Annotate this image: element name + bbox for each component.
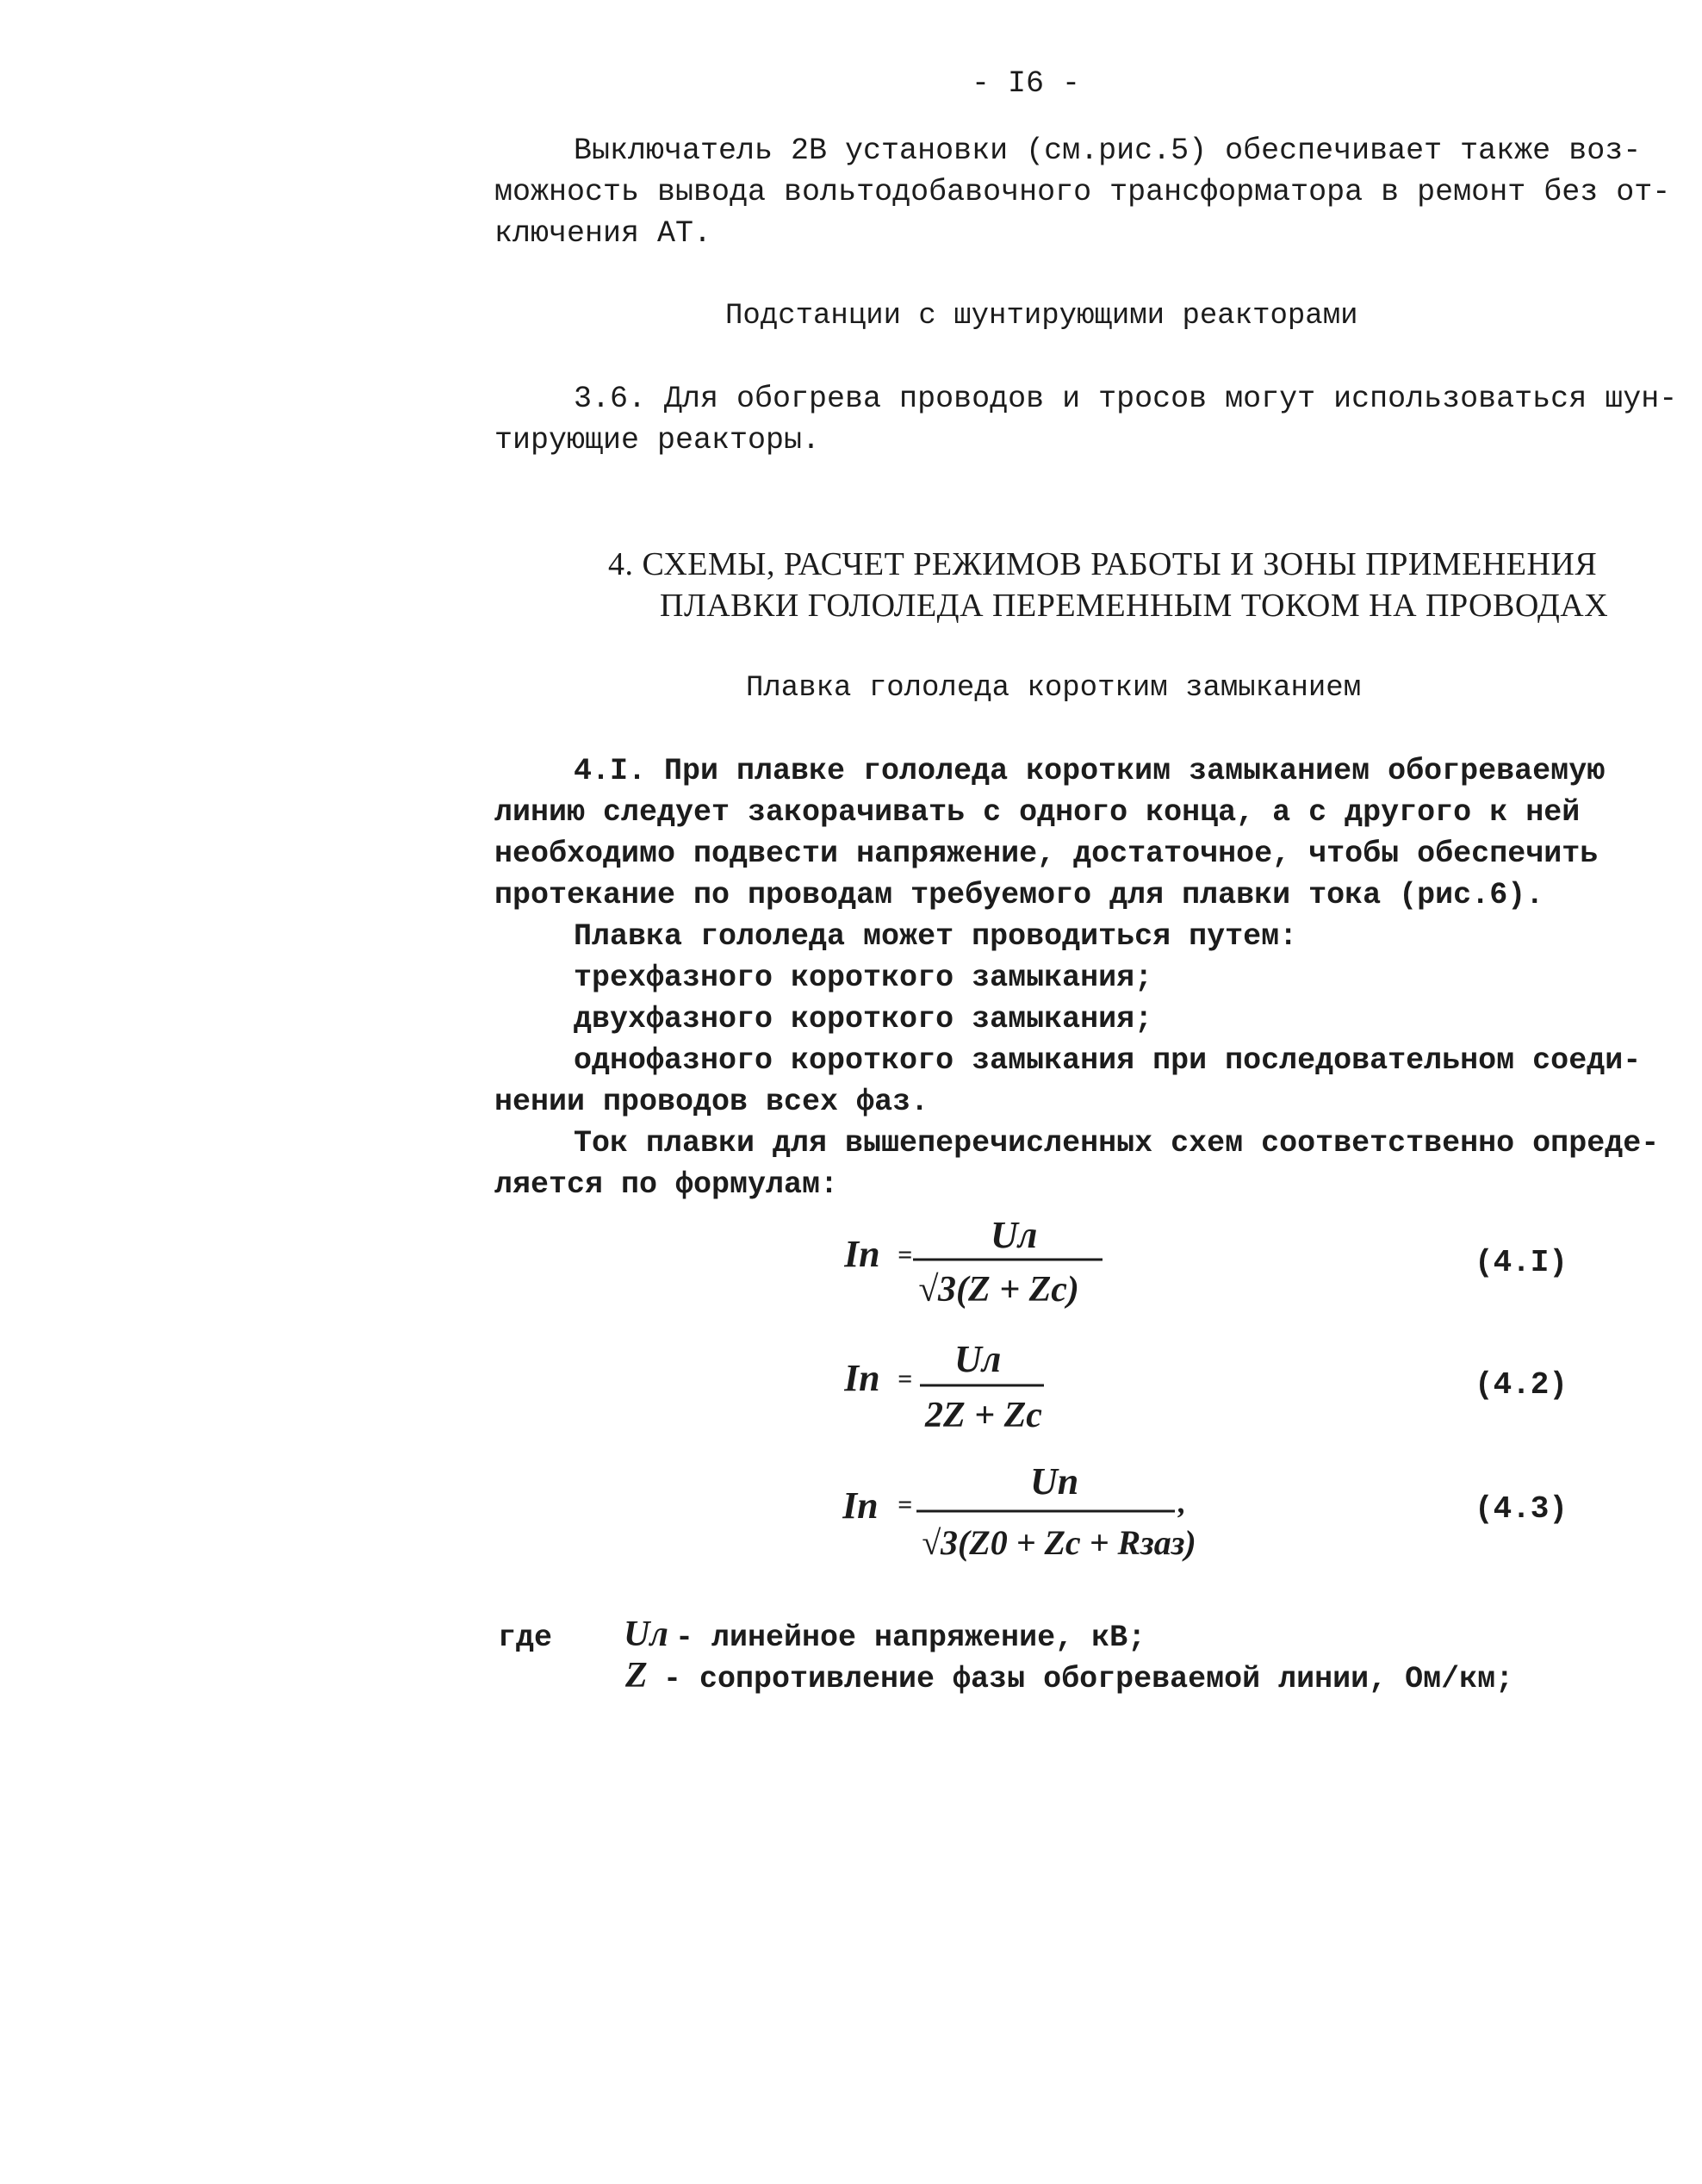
para1-line: Выключатель 2В установки (см.рис.5) обеспечивает также воз-	[574, 134, 1642, 168]
para3-line: необходимо подвести напряжение, достаточное, чтобы обеспечить	[494, 837, 1599, 871]
para4-line: трехфазного короткого замыкания;	[574, 961, 1153, 995]
para5-line: Ток плавки для вышеперечисленных схем соответственно опреде-	[574, 1126, 1660, 1160]
formula-lhs: Iп	[844, 1357, 880, 1399]
equation-number: (4.I)	[1475, 1245, 1568, 1280]
para1-line: ключения АТ.	[494, 216, 712, 251]
formula-4-3	[842, 1449, 1204, 1570]
para4-line: двухфазного короткого замыкания;	[574, 1002, 1153, 1036]
section-heading-line: ПЛАВКИ ГОЛОЛЕДА ПЕРЕМЕННЫМ ТОКОМ НА ПРОВОДАХ	[660, 588, 1609, 624]
equation-number: (4.3)	[1475, 1491, 1568, 1527]
formula-numerator: Uл	[954, 1338, 1002, 1380]
section-heading-line: 4. СХЕМЫ, РАСЧЕТ РЕЖИМОВ РАБОТЫ И ЗОНЫ ПРИМЕНЕНИЯ	[608, 546, 1598, 582]
subsection-heading: Подстанции с шунтирующими реакторами	[725, 300, 1358, 333]
equation-number: (4.2)	[1475, 1367, 1568, 1403]
para3-line: линию следует закорачивать с одного конца, а с другого к ней	[494, 795, 1581, 830]
formula-tail: ,	[1178, 1485, 1186, 1520]
formula-4-1	[844, 1204, 1120, 1316]
formula-4-2	[844, 1328, 1085, 1440]
para3-line: протекание по проводам требуемого для плавки тока (рис.6).	[494, 878, 1544, 912]
svg-text:=: =	[898, 1490, 913, 1519]
para2-line: 3.6. Для обогрева проводов и тросов могут использоваться шун-	[574, 382, 1678, 416]
subsection-heading: Плавка гололеда коротким замыканием	[746, 672, 1362, 705]
formula-denominator: 2Z + Zc	[925, 1396, 1042, 1435]
formula-numerator: Uл	[991, 1214, 1038, 1256]
page-number: - I6 -	[972, 66, 1081, 101]
formula-denominator: √3(Z + Zc)	[918, 1270, 1079, 1310]
definition-text: - линейное напряжение, кВ;	[675, 1621, 1146, 1655]
svg-text:=: =	[898, 1241, 913, 1269]
formula-lhs: Iп	[842, 1484, 879, 1527]
para4-line: Плавка гололеда может проводиться путем:	[574, 919, 1298, 954]
para4-line: однофазного короткого замыкания при последовательном соеди-	[574, 1043, 1642, 1078]
formula-lhs: Iп	[844, 1233, 880, 1275]
definition-symbol: Uл	[624, 1615, 668, 1654]
where-label: где	[498, 1621, 553, 1655]
para5-line: ляется по формулам:	[494, 1167, 839, 1202]
svg-text:=: =	[898, 1365, 913, 1393]
definition-text: - сопротивление фазы обогреваемой линии, Ом/км;	[663, 1662, 1514, 1696]
para2-line: тирующие реакторы.	[494, 423, 821, 457]
para3-line: 4.I. При плавке гололеда коротким замыканием обогреваемую	[574, 754, 1606, 788]
formula-numerator: Uп	[1030, 1460, 1079, 1503]
definition-symbol: Z	[625, 1656, 648, 1696]
para1-line: можность вывода вольтодобавочного трансформатора в ремонт без от-	[494, 175, 1671, 209]
para4-line: нении проводов всех фаз.	[494, 1085, 929, 1119]
formula-denominator: √3(Z0 + Zc + Rзаз)	[922, 1523, 1196, 1562]
